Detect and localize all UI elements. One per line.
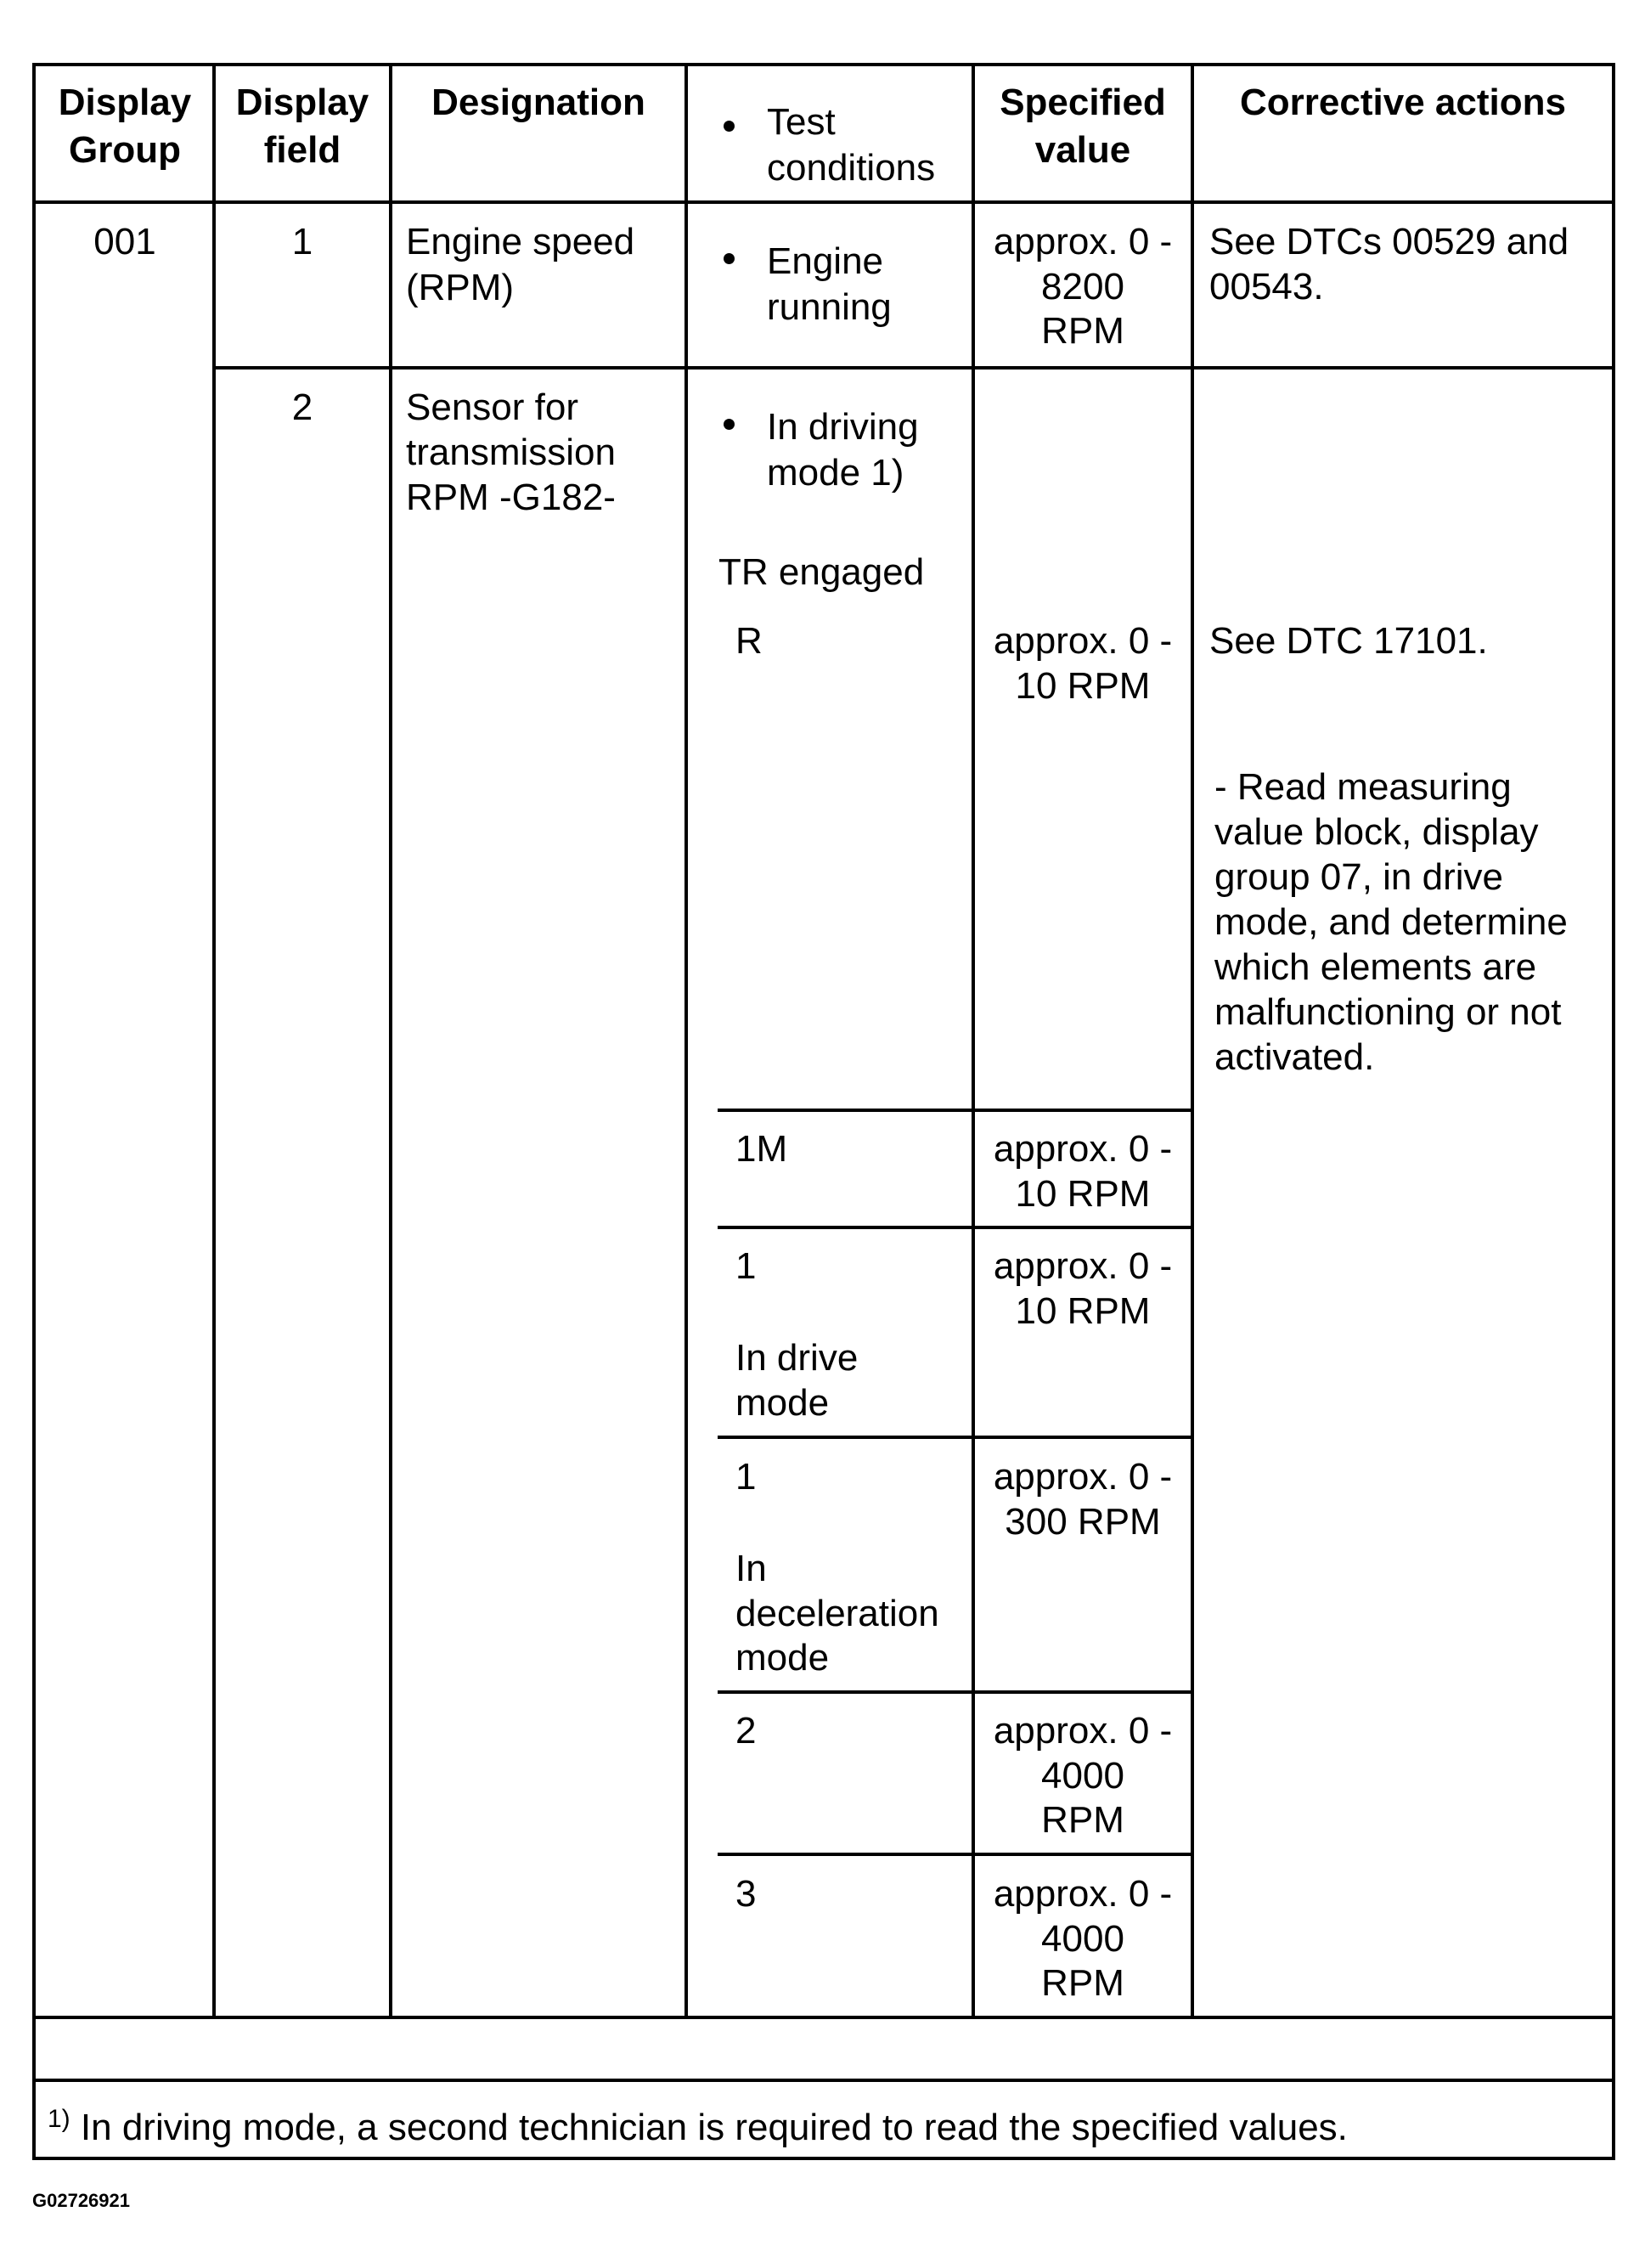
header-corrective-actions: Corrective actions	[1240, 82, 1566, 123]
bullet-icon	[724, 419, 735, 430]
condition-line: Engine	[767, 240, 884, 282]
gear-label: mode	[735, 1637, 830, 1678]
footnote-text: In driving mode, a second technician is required to read the specified values.	[70, 2107, 1348, 2148]
header-text: conditions	[767, 147, 936, 189]
action-line: value block, display	[1214, 811, 1539, 853]
value-line: approx. 0 -	[993, 620, 1173, 662]
header-text: Display	[58, 82, 192, 123]
value-line: approx. 0 -	[993, 1128, 1173, 1170]
action-line: - Read measuring	[1214, 766, 1512, 808]
header-text: Test	[767, 101, 836, 143]
tr-engaged-label: TR engaged	[718, 551, 925, 593]
footnote-marker: 1)	[48, 2105, 70, 2133]
header-text: Specified	[1000, 82, 1166, 123]
row1-display-field: 1	[291, 221, 313, 262]
value-line: 4000	[1041, 1918, 1124, 1960]
action-line: which elements are	[1214, 946, 1537, 988]
action-line: activated.	[1214, 1036, 1375, 1078]
value-line: 10 RPM	[1015, 665, 1151, 707]
action-line: mode, and determine	[1214, 901, 1568, 943]
gear-label: In	[735, 1548, 767, 1589]
figure-code: G02726921	[32, 2190, 130, 2211]
header-designation: Designation	[431, 82, 645, 123]
gear-label: 1	[735, 1245, 757, 1287]
value-line: approx. 0 -	[993, 1245, 1173, 1287]
bullet-icon	[724, 121, 735, 132]
header-text: Display	[235, 82, 369, 123]
header-text: value	[1034, 129, 1131, 171]
gear-label: 3	[735, 1873, 757, 1915]
value-line: approx. 0 -	[993, 1873, 1173, 1915]
value-line: 10 RPM	[1015, 1290, 1151, 1332]
designation-line: Engine speed	[406, 221, 635, 262]
action-line: group 07, in drive	[1214, 856, 1503, 898]
condition-line: In driving	[767, 406, 919, 448]
bullet-icon	[724, 253, 735, 264]
action-line: See DTCs 00529 and	[1209, 221, 1569, 262]
footnote	[48, 2105, 1348, 2150]
value-line: approx. 0 -	[993, 1456, 1173, 1498]
value-line: 8200	[1041, 266, 1124, 307]
value-line: approx. 0 -	[993, 1710, 1173, 1752]
gear-label: R	[735, 620, 763, 662]
gear-label: In drive	[735, 1337, 859, 1379]
condition-line: mode 1)	[767, 452, 904, 494]
action-line: 00543.	[1209, 266, 1324, 307]
row1-display-group: 001	[93, 221, 156, 262]
action-dtc: See DTC 17101.	[1209, 620, 1488, 662]
header-text: Group	[69, 129, 181, 171]
designation-line: Sensor for	[406, 386, 578, 428]
designation-line: transmission	[406, 432, 616, 473]
value-line: 10 RPM	[1015, 1173, 1151, 1215]
row2-display-field: 2	[291, 386, 313, 428]
gear-label: 2	[735, 1710, 757, 1752]
value-line: RPM	[1041, 1962, 1124, 2004]
gear-label: 1M	[735, 1128, 788, 1170]
designation-line: RPM -G182-	[406, 477, 616, 518]
value-line: 4000	[1041, 1755, 1124, 1797]
gear-label: deceleration	[735, 1593, 939, 1634]
condition-line: running	[767, 286, 892, 328]
header-text: field	[263, 129, 341, 171]
designation-line: (RPM)	[406, 267, 515, 308]
value-line: 300 RPM	[1005, 1501, 1161, 1543]
value-line: RPM	[1041, 310, 1124, 352]
gear-label: 1	[735, 1456, 757, 1498]
value-line: RPM	[1041, 1799, 1124, 1841]
action-line: malfunctioning or not	[1214, 991, 1562, 1033]
gear-label: mode	[735, 1382, 830, 1424]
value-line: approx. 0 -	[993, 221, 1173, 262]
